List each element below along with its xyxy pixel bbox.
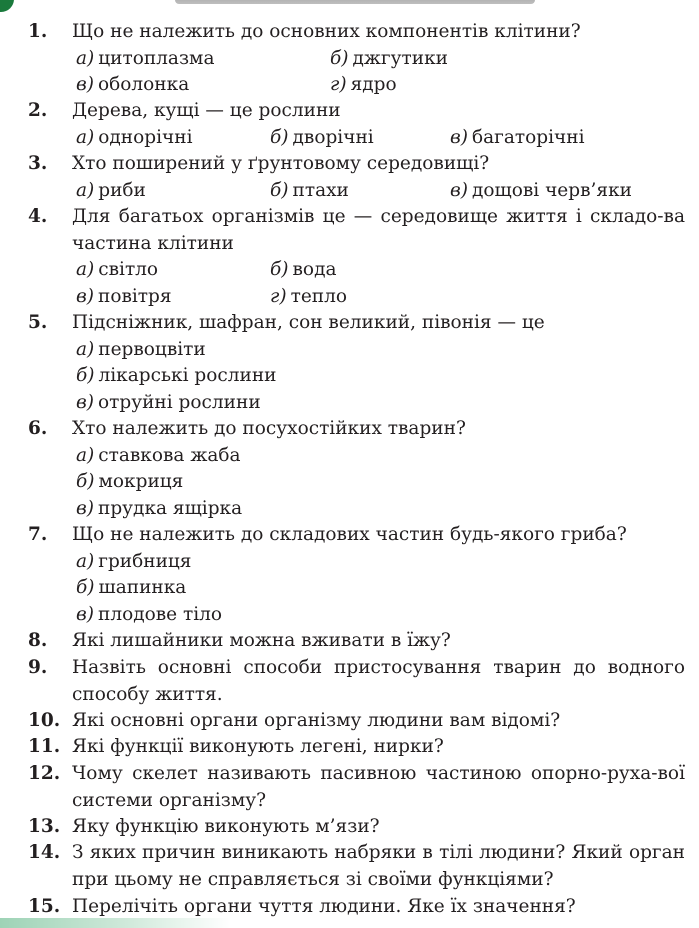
answer-option: в) оболонка — [76, 74, 190, 95]
answer-option: в) отруйні рослини — [76, 391, 261, 413]
answer-option: а) грибниця — [76, 550, 192, 572]
answer-option: г) тепло — [270, 285, 347, 307]
answer-option: б) шапинка — [76, 577, 187, 598]
question-15 — [0, 894, 685, 921]
question-8 — [0, 628, 685, 655]
answer-option: в) дощові черв’яки — [450, 179, 632, 201]
answer-option: а) риби — [76, 179, 146, 201]
question-number: 4. — [28, 206, 48, 227]
question-text: Дерева, кущі — це рослини — [72, 100, 341, 121]
question-4 — [0, 204, 685, 310]
question-number: 5. — [28, 312, 48, 333]
answer-option: б) мокриця — [76, 471, 184, 492]
question-13 — [0, 814, 685, 841]
answer-option: в) повітря — [76, 285, 172, 307]
question-number: 12. — [28, 763, 61, 784]
question-text: Які основні органи організму людини вам відомі? — [72, 710, 561, 731]
question-7 — [0, 522, 685, 628]
cropped-heading-edge — [175, 0, 535, 4]
question-6 — [0, 416, 685, 522]
question-number: 9. — [28, 657, 48, 678]
answer-option: а) світло — [76, 259, 159, 280]
question-11 — [0, 734, 685, 761]
question-number: 11. — [28, 736, 61, 757]
answer-option: в) багаторічні — [450, 126, 585, 148]
corner-dot-decoration — [0, 0, 14, 12]
bottom-accent-bar — [0, 918, 230, 928]
question-number: 3. — [28, 153, 48, 174]
question-number: 15. — [28, 896, 61, 917]
answer-option: б) лікарські рослини — [76, 365, 277, 386]
question-number: 6. — [28, 418, 48, 439]
answer-option: б) джгутики — [330, 47, 448, 69]
question-14 — [0, 840, 685, 893]
question-number: 2. — [28, 100, 48, 121]
answer-option: в) плодове тіло — [76, 603, 223, 625]
question-5 — [0, 310, 685, 416]
answer-option: а) цитоплазма — [76, 47, 215, 69]
question-number: 13. — [28, 816, 61, 837]
question-text: Для багатьох організмів це — середовище життя і складо-ва частина клітини — [72, 206, 685, 254]
question-3 — [0, 151, 685, 204]
answer-option: а) ставкова жаба — [76, 444, 241, 466]
question-12 — [0, 761, 685, 814]
question-text: Яку функцію виконують м’язи? — [72, 816, 380, 837]
question-text: Що не належить до основних компонентів клітини? — [72, 21, 581, 42]
question-text: Підсніжник, шафран, сон великий, півонія — це — [72, 312, 545, 333]
answer-option: г) ядро — [330, 74, 397, 95]
question-text: Що не належить до складових частин будь-якого гриба? — [72, 524, 627, 545]
question-text: Які функції виконують легені, нирки? — [72, 736, 444, 757]
question-text: З яких причин виникають набряки в тілі людини? Який орган при цьому не справляється зі своїми функціями? — [72, 842, 685, 890]
question-number: 8. — [28, 630, 48, 651]
question-text: Назвіть основні способи пристосування тварин до водного способу життя. — [72, 657, 685, 705]
answer-option: а) однорічні — [76, 126, 193, 148]
question-text: Які лишайники можна вживати в їжу? — [72, 630, 451, 651]
answer-option: а) первоцвіти — [76, 338, 206, 360]
question-number: 14. — [28, 842, 61, 863]
question-text: Хто поширений у ґрунтовому середовищі? — [72, 153, 490, 174]
question-text: Чому скелет називають пасивною частиною опорно-руха-вої системи організму? — [72, 763, 685, 811]
question-2 — [0, 98, 685, 151]
question-text: Хто належить до посухостійких тварин? — [72, 418, 466, 439]
question-10 — [0, 708, 685, 735]
question-number: 7. — [28, 524, 48, 545]
question-9 — [0, 655, 685, 708]
answer-option: б) птахи — [270, 179, 349, 201]
question-number: 10. — [28, 710, 61, 731]
question-1 — [0, 19, 685, 99]
answer-option: б) дворічні — [270, 126, 374, 148]
question-number: 1. — [28, 21, 48, 42]
answer-option: б) вода — [270, 259, 337, 280]
question-text: Перелічіть органи чуття людини. Яке їх значення? — [72, 896, 576, 917]
answer-option: в) прудка ящірка — [76, 497, 243, 519]
